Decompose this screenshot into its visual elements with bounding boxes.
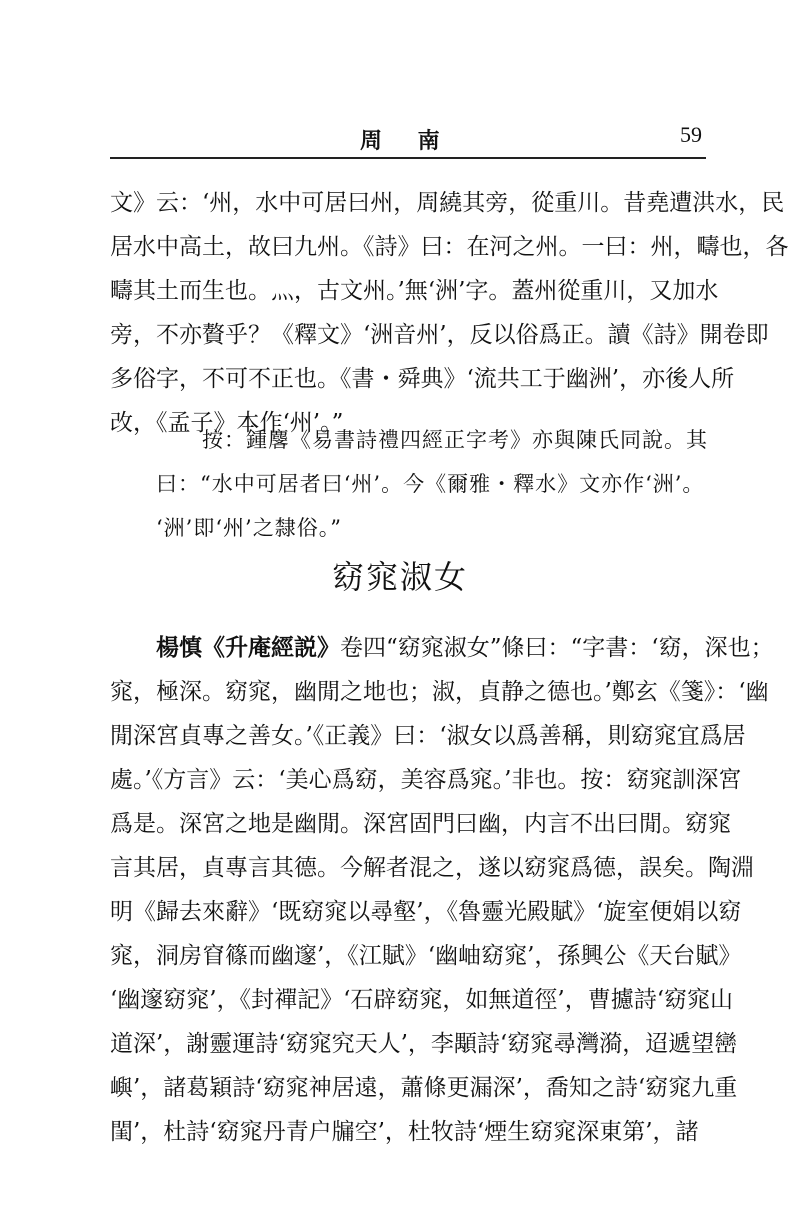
text-line: 言其居，貞專言其德。今解者混之，遂以窈窕爲德，誤矣。陶淵 bbox=[110, 855, 754, 881]
text-line: 旁，不亦贅乎？《釋文》‘洲音州’，反以俗爲正。讀《詩》開卷即 bbox=[110, 322, 769, 348]
text-line: 文》云：‘州，水中可居曰州，周繞其旁，從重川。昔堯遭洪水，民 bbox=[110, 190, 785, 216]
text-line: 閨’，杜詩‘窈窕丹青户牖空’，杜牧詩‘煙生窈窕深東第’，諸 bbox=[110, 1119, 699, 1145]
header-rule bbox=[110, 157, 706, 159]
text-line: 窕，洞房窅篠而幽邃’，《江賦》‘幽岫窈窕’，孫興公《天台賦》 bbox=[110, 943, 742, 969]
text-segment: 卷四“窈窕淑女”條曰：“字書：‘窈，深也； bbox=[340, 635, 774, 661]
text-line: 爲是。深宮之地是幽閒。深宮固門曰幽，内言不出曰閒。窈窕 bbox=[110, 811, 731, 837]
section-heading: 窈窕淑女 bbox=[331, 558, 468, 596]
text-line: 居水中高土，故曰九州。《詩》曰：在河之州。一曰：州，疇也，各 bbox=[110, 234, 789, 260]
source-title: 楊慎《升庵經説》 bbox=[156, 634, 340, 661]
text-line: 道深’，謝靈運詩‘窈窕究天人’，李顒詩‘窈窕尋灣漪，迢遞望巒 bbox=[110, 1031, 738, 1057]
running-title: 周 南 bbox=[360, 128, 454, 154]
running-header bbox=[110, 118, 706, 158]
note-line: ‘洲’即‘州’之隸俗。” bbox=[156, 516, 342, 540]
note-block bbox=[110, 418, 706, 550]
text-line: ‘幽邃窈窕’，《封禪記》‘石辟窈窕，如無道徑’，曹攄詩‘窈窕山 bbox=[110, 987, 734, 1013]
text-line: 嶼’，諸葛穎詩‘窈窕神居遠，蕭條更漏深’，喬知之詩‘窈窕九重 bbox=[110, 1075, 738, 1101]
note-line: 按：鍾麐《易書詩禮四經正字考》亦與陳氏同說。其 bbox=[202, 428, 708, 452]
text-line: 改，《孟子》本作‘州’。” bbox=[110, 410, 344, 436]
quotation-block bbox=[110, 181, 789, 445]
text-line: 閒深宮貞專之善女。’《正義》曰：‘淑女以爲善稱，則窈窕宜爲居 bbox=[110, 723, 746, 749]
section-body bbox=[110, 626, 774, 1154]
page-number: 59 bbox=[680, 122, 702, 147]
text-line bbox=[110, 626, 774, 670]
text-line: 明《歸去來辭》‘既窈窕以尋壑’，《魯靈光殿賦》‘旋室便娟以窈 bbox=[110, 899, 742, 925]
text-line: 窕，極深。窈窕，幽閒之地也；淑，貞静之德也。’鄭玄《箋》：‘幽 bbox=[110, 679, 769, 705]
note-line: 曰：“水中可居者曰‘州’。今《爾雅・釋水》文亦作‘洲’。 bbox=[156, 472, 705, 496]
text-line: 疇其土而生也。灬，古文州。’無‘洲’字。蓋州從重川，又加水 bbox=[110, 278, 719, 304]
text-line: 多俗字，不可不正也。《書・舜典》‘流共工于幽洲’，亦後人所 bbox=[110, 366, 735, 392]
text-line: 處。’《方言》云：‘美心爲窈，美容爲窕。’非也。按：窈窕訓深宮 bbox=[110, 767, 742, 793]
